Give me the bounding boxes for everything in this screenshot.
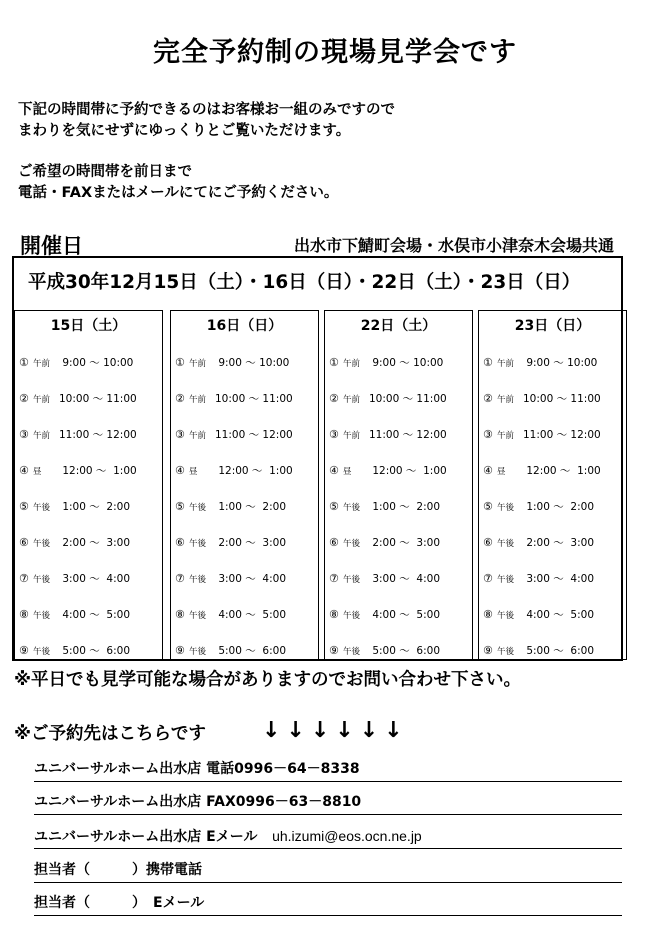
slot-number: ① [483,356,493,369]
day-column [324,310,473,660]
slot-number: ⑧ [483,608,493,621]
slot-period: 午前 [33,431,51,441]
slot-period: 午後 [497,575,515,585]
day-header: 15日（土） [50,318,127,334]
slot-number: ④ [175,464,185,477]
slot-period: 午前 [343,359,361,369]
slot-period: 午前 [497,431,515,441]
slot-period: 午前 [33,359,51,369]
slot-number: ⑦ [483,572,493,585]
time-slot[interactable] [175,463,293,478]
slot-period: 午後 [189,647,207,657]
slot-time: 10:00 ～ 11:00 [215,393,293,405]
slot-number: ③ [175,428,185,441]
slot-number: ⑦ [175,572,185,585]
day-column [478,310,627,660]
slot-period: 昼 [497,467,506,477]
slot-time: 5:00 ～ 6:00 [523,645,595,657]
time-slot[interactable] [329,571,440,586]
slot-period: 午前 [343,431,361,441]
slot-number: ⑤ [19,500,29,513]
time-slot[interactable] [19,499,130,514]
time-slot[interactable] [175,643,286,658]
time-slot[interactable] [19,391,137,406]
slot-time: 11:00 ～ 12:00 [59,429,137,441]
slot-number: ① [19,356,29,369]
slot-number: ⑤ [483,500,493,513]
slot-period: 午後 [33,647,51,657]
time-slot[interactable] [19,535,130,550]
slot-number: ③ [19,428,29,441]
slot-number: ⑥ [329,536,339,549]
time-slot[interactable] [483,499,594,514]
slot-number: ② [483,392,493,405]
slot-time: 5:00 ～ 6:00 [59,645,131,657]
slot-number: ⑨ [19,644,29,657]
slot-period: 午後 [343,539,361,549]
slot-number: ⑤ [329,500,339,513]
time-slot[interactable] [329,535,440,550]
slot-time: 5:00 ～ 6:00 [215,645,287,657]
time-slot[interactable] [175,391,293,406]
time-slot[interactable] [19,463,137,478]
day-header: 23日（日） [514,318,591,334]
time-slot[interactable] [175,535,286,550]
slot-time: 4:00 ～ 5:00 [59,609,131,621]
slot-time: 12:00 ～ 1:00 [59,465,137,477]
slot-period: 午後 [189,575,207,585]
time-slot[interactable] [175,427,293,442]
time-slot[interactable] [329,607,440,622]
time-slot[interactable] [329,427,447,442]
day-header: 16日（日） [206,318,283,334]
slot-period: 昼 [189,467,198,477]
slot-period: 午後 [343,503,361,513]
time-slot[interactable] [19,355,133,370]
slot-time: 11:00 ～ 12:00 [215,429,293,441]
slot-period: 午後 [343,611,361,621]
time-slot[interactable] [175,607,286,622]
slot-time: 9:00 ～ 10:00 [59,357,134,369]
person-email: 担当者（ ） Eメール [34,891,622,916]
slot-time: 10:00 ～ 11:00 [59,393,137,405]
slot-number: ⑦ [19,572,29,585]
slot-period: 午後 [33,539,51,549]
slot-number: ② [19,392,29,405]
slot-time: 9:00 ～ 10:00 [369,357,444,369]
slot-number: ⑥ [483,536,493,549]
slot-time: 5:00 ～ 6:00 [369,645,441,657]
intro-line-1: 下記の時間帯に予約できるのはお客様お一組のみですので [18,102,395,118]
slot-time: 4:00 ～ 5:00 [523,609,595,621]
slot-period: 午後 [343,575,361,585]
slot-number: ⑧ [329,608,339,621]
slot-period: 午後 [497,539,515,549]
slot-time: 3:00 ～ 4:00 [369,573,441,585]
slot-time: 12:00 ～ 1:00 [215,465,293,477]
slot-period: 午後 [33,611,51,621]
slot-number: ⑦ [329,572,339,585]
slot-time: 3:00 ～ 4:00 [215,573,287,585]
slot-number: ⑧ [19,608,29,621]
slot-time: 3:00 ～ 4:00 [59,573,131,585]
slot-period: 午前 [189,395,207,405]
slot-period: 午前 [497,395,515,405]
slot-number: ④ [19,464,29,477]
slot-number: ④ [329,464,339,477]
day-header: 22日（土） [360,318,437,334]
slot-number: ① [175,356,185,369]
slot-number: ⑥ [175,536,185,549]
event-venues: 出水市下鯖町会場・水俣市小津奈木会場共通 [293,236,614,255]
slot-period: 午前 [189,431,207,441]
slot-time: 12:00 ～ 1:00 [369,465,447,477]
slot-period: 午後 [343,647,361,657]
slot-time: 9:00 ～ 10:00 [215,357,290,369]
event-dates: 平成30年12月15日（土）・16日（日）・22日（土）・23日（日） [28,272,581,293]
slot-period: 午後 [497,611,515,621]
slot-period: 昼 [343,467,352,477]
contact-email[interactable]: uh.izumi@eos.ocn.ne.jp [272,828,422,844]
slot-number: ⑥ [19,536,29,549]
time-slot[interactable] [19,643,130,658]
time-slot[interactable] [175,355,289,370]
slot-number: ⑧ [175,608,185,621]
slot-time: 4:00 ～ 5:00 [215,609,287,621]
slot-time: 2:00 ～ 3:00 [369,537,441,549]
time-slot[interactable] [483,391,601,406]
slot-time: 1:00 ～ 2:00 [369,501,441,513]
slot-time: 10:00 ～ 11:00 [523,393,601,405]
time-slot[interactable] [329,643,440,658]
slot-time: 4:00 ～ 5:00 [369,609,441,621]
slot-period: 午後 [33,575,51,585]
slot-period: 午後 [189,539,207,549]
contact-phone: ユニバーサルホーム出水店 電話0996－64－8338 [34,757,622,782]
time-slot[interactable] [483,427,601,442]
intro-line-2: まわりを気にせずにゆっくりとご覧いただけます。 [18,123,351,139]
contact-email-row [34,824,622,849]
slot-time: 3:00 ～ 4:00 [523,573,595,585]
intro-line-4: 電話・FAXまたはメールにてにご予約ください。 [18,185,339,201]
day-column [170,310,319,660]
page-title: 完全予約制の現場見学会です [153,37,517,68]
slot-period: 昼 [33,467,42,477]
time-slot[interactable] [329,355,443,370]
slot-period: 午前 [343,395,361,405]
time-slot[interactable] [483,355,597,370]
slot-period: 午前 [189,359,207,369]
event-heading: 開催日 [20,234,83,258]
time-slot[interactable] [19,427,137,442]
arrows: ↓↓↓↓↓↓ [262,718,409,743]
time-slot[interactable] [483,463,601,478]
slot-time: 1:00 ～ 2:00 [215,501,287,513]
time-slot[interactable] [329,499,440,514]
slot-number: ⑤ [175,500,185,513]
slot-time: 2:00 ～ 3:00 [523,537,595,549]
slot-number: ② [175,392,185,405]
time-slot[interactable] [19,571,130,586]
time-slot[interactable] [483,607,594,622]
slot-number: ② [329,392,339,405]
slot-period: 午前 [33,395,51,405]
time-slot[interactable] [483,643,594,658]
time-slot[interactable] [19,607,130,622]
slot-number: ⑨ [329,644,339,657]
contact-heading: ※ご予約先はこちらです [14,724,206,744]
slot-time: 11:00 ～ 12:00 [369,429,447,441]
slot-time: 2:00 ～ 3:00 [59,537,131,549]
day-column [14,310,163,660]
time-slot[interactable] [175,571,286,586]
slot-number: ④ [483,464,493,477]
slot-time: 2:00 ～ 3:00 [215,537,287,549]
slot-period: 午後 [189,611,207,621]
slot-period: 午前 [497,359,515,369]
slot-time: 1:00 ～ 2:00 [59,501,131,513]
slot-number: ⑨ [483,644,493,657]
slot-number: ① [329,356,339,369]
time-slot[interactable] [483,535,594,550]
slot-period: 午後 [33,503,51,513]
slot-number: ③ [483,428,493,441]
time-slot[interactable] [329,463,447,478]
slot-time: 9:00 ～ 10:00 [523,357,598,369]
time-slot[interactable] [175,499,286,514]
slot-period: 午後 [189,503,207,513]
slot-number: ⑨ [175,644,185,657]
contact-fax: ユニバーサルホーム出水店 FAX0996－63－8810 [34,790,622,815]
slot-period: 午後 [497,647,515,657]
slot-number: ③ [329,428,339,441]
contact-email-label: ユニバーサルホーム出水店 Eメール [34,829,258,845]
slot-time: 12:00 ～ 1:00 [523,465,601,477]
weekday-note: ※平日でも見学可能な場合がありますのでお問い合わせ下さい。 [14,670,522,690]
slot-time: 10:00 ～ 11:00 [369,393,447,405]
time-slot[interactable] [483,571,594,586]
intro-line-3: ご希望の時間帯を前日まで [18,164,192,180]
slot-time: 11:00 ～ 12:00 [523,429,601,441]
person-phone: 担当者（ ）携帯電話 [34,858,622,883]
slot-time: 1:00 ～ 2:00 [523,501,595,513]
time-slot[interactable] [329,391,447,406]
slot-period: 午後 [497,503,515,513]
